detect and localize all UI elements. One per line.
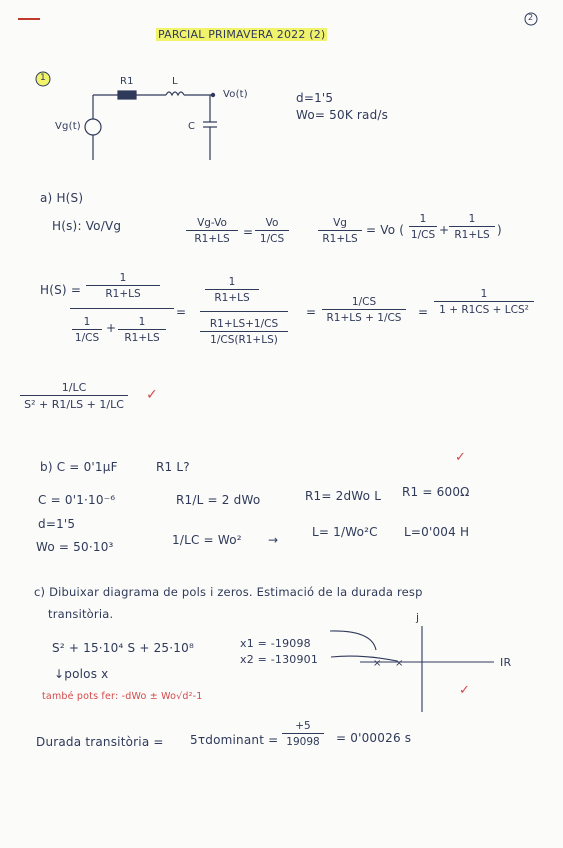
real-axis-label: IR [500,656,512,669]
h3-equals: = [306,305,317,319]
part-a-check: ✓ [146,387,158,403]
h1-plus: + [106,321,117,335]
h3-fraction: $\frac{1/CS}{R1+LS + 1/CS}$ [322,296,406,324]
eq2-plus: + [439,223,450,237]
part-b-question: R1 L? [156,460,190,474]
pole-x1-value: x1 = -19098 [240,637,311,650]
resistor-label: R1 [120,76,134,87]
param-damping: d=1'5 [296,91,334,105]
eq-resonance: 1/LC = Wo² [172,533,242,547]
alternative-note: també pots fer: -dWo ± Wo√d²-1 [42,691,203,702]
eq-r-formula: R1= 2dWo L [305,489,382,503]
duration-result: = 0'00026 s [336,731,412,745]
arrow: → [268,533,279,547]
pole-x2-marker: × [395,658,404,669]
page-number: 2 [528,13,534,22]
eq2-mid: = Vo ( [366,223,405,237]
eq2-fraction-1: $\frac{1}{1/CS}$ [410,213,436,241]
given-omega: Wo = 50·10³ [36,540,114,554]
eq1-right-fraction: $\frac{Vo}{1/CS}$ [255,217,289,245]
eq2-left-fraction: $\frac{Vg}{R1+LS}$ [318,217,362,245]
eq2-fraction-2: $\frac{1}{R1+LS}$ [449,213,495,241]
capacitor-label: C [188,121,196,132]
part-c-title-line2: transitòria. [48,607,114,621]
eq-l-formula: L= 1/Wo²C [312,525,378,539]
part-c-check: ✓ [459,683,471,698]
page-title: PARCIAL PRIMAVERA 2022 (2) [158,28,326,41]
eq-r-value: R1 = 600Ω [402,485,470,499]
eq2-close: ) [497,223,502,237]
given-c: C = 0'1·10⁻⁶ [38,493,116,507]
duration-label: Durada transitòria = [36,735,164,749]
duration-mid: 5τdominant = [190,733,279,747]
circuit-diagram [85,91,217,160]
given-damping: d=1'5 [38,517,76,531]
h1-main-bar [70,308,174,309]
source-label: Vg(t) [55,121,81,132]
h2-main-bar [200,311,288,312]
part-b-label: b) C = 0'1μF [40,460,118,474]
poly: S² + 15·10⁴ S + 25·10⁸ [52,641,194,655]
part-c-title: c) Dibuixar diagrama de pols i zeros. Estimació de la durada resp [34,585,423,599]
pole-x2-value: x2 = -130901 [240,653,319,666]
pole-x1-marker: × [373,658,382,669]
eq-l-value: L=0'004 H [404,525,470,539]
h4-equals: = [418,305,429,319]
h4-fraction: 1 1 + R1CS + LCS² [434,288,534,316]
poles-label: ↓polos x [54,667,109,681]
h-lhs: H(S) = [40,283,82,297]
h2-equals: = [176,305,187,319]
imag-axis-label: j [416,611,420,624]
duration-fraction: $\frac{+5}{19098}$ [282,720,324,748]
h2-bottom-fraction: $\frac{R1+LS+1/CS}{1/CS(R1+LS)}$ [200,318,288,346]
h1-bottom-fraction-1: $\frac{1}{1/CS}$ [72,316,102,344]
h2-top-fraction: $\frac{1}{R1+LS}$ [205,276,259,304]
eq-r-over-l: R1/L = 2 dWo [176,493,261,507]
eq1-left-fraction: $\frac{Vg-Vo}{R1+LS}$ [186,217,238,245]
h-definition: H(s): Vo/Vg [52,219,122,233]
h1-top-fraction: $\frac{1}{R1+LS}$ [86,272,160,300]
output-label: Vo(t) [223,89,248,100]
part-a-label: a) H(S) [40,191,84,205]
pole-zero-diagram [330,626,494,712]
problem-number: 1 [40,73,46,83]
eq1-equals: = [243,225,254,239]
part-b-check: ✓ [455,450,467,465]
h-result-fraction: $\frac{1/LC}{\text{S² + R1/LS + 1/LC}}$ [20,381,128,411]
inductor-label: L [172,76,178,87]
param-omega: Wo= 50K rad/s [296,108,389,122]
h1-bottom-fraction-2: $\frac{1}{R1+LS}$ [118,316,166,344]
